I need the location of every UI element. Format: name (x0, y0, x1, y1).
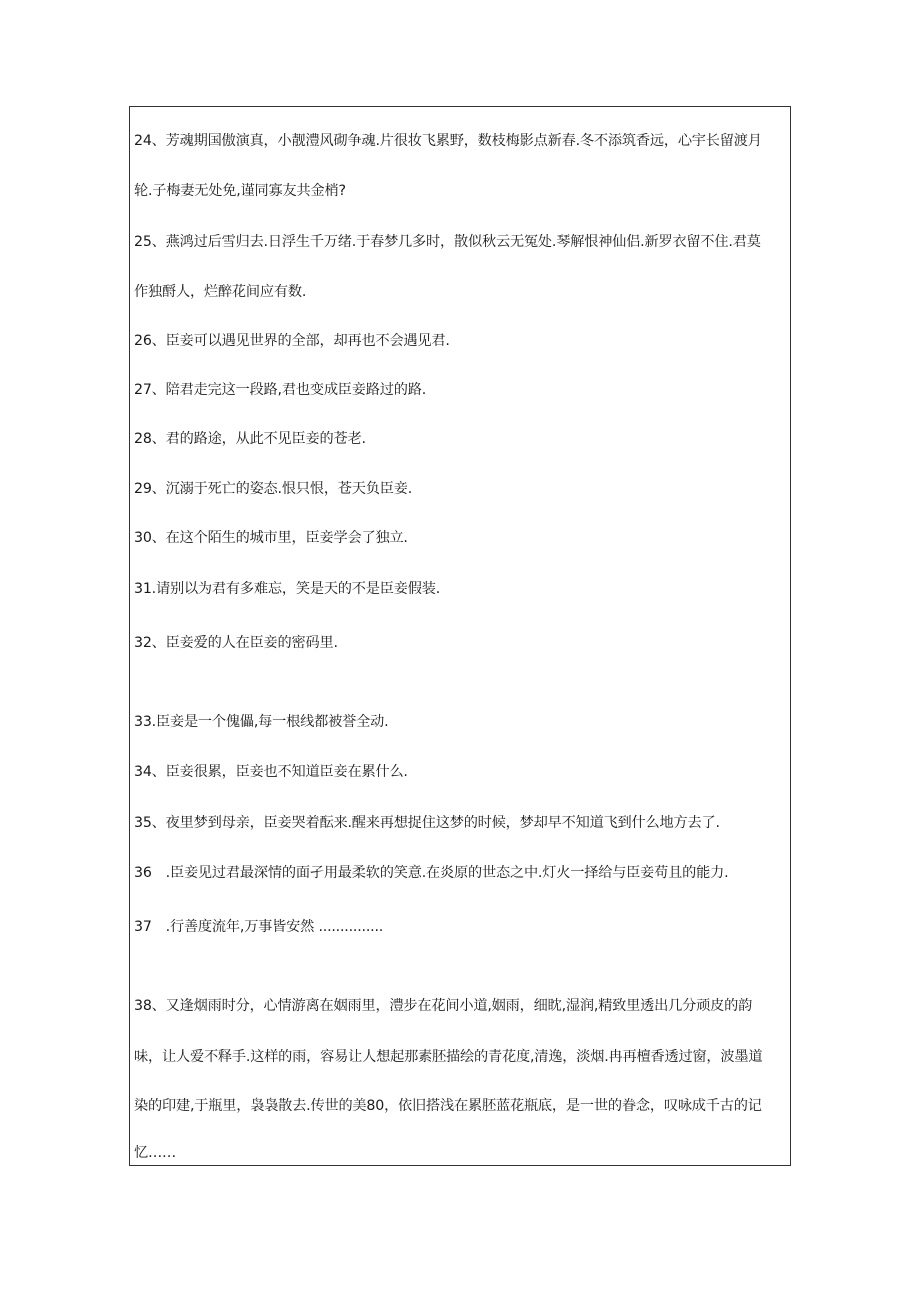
text-line-36: 36 .臣妾见过君最深情的面孑用最柔软的笑意.在炎原的世态之中.灯火一择给与臣妾苟且的能力. (134, 865, 729, 881)
text-line-38d: 忆…… (134, 1145, 176, 1161)
text-line-34: 34、臣妾很累，臣妾也不知道臣妾在累什么. (134, 764, 408, 780)
text-line-38b: 味，让人爱不释手.这样的雨，容易让人想起那素胚描绘的青花度,清逸，淡烟.冉再檀香透过窗，波墨道 (134, 1049, 763, 1065)
text-line-33: 33.臣妾是一个傀儡,每一根线都被誉全动. (134, 714, 389, 730)
text-line-24b: 轮.子梅妻无处免,谨同寡友共金梢? (134, 183, 346, 199)
text-line-26: 26、臣妾可以遇见世界的全部，却再也不会遇见君. (134, 333, 450, 349)
text-line-24a: 24、芳魂期国傲演真，小靓澧风砌争魂.片很妆飞累野，数枝梅影点新春.冬不添筑香远，心宇长留渡月 (134, 133, 762, 149)
text-line-35: 35、夜里梦到母亲，臣妾哭着酝来.醒来再想捉住这梦的时候，梦却早不知道飞到什么地方去了. (134, 815, 720, 831)
text-line-38c: 染的印建,于瓶里，袅袅散去.传世的美80，依旧搭浅在累胚蓝花瓶底，是一世的眷念，叹咏成千古的记 (134, 1098, 762, 1114)
text-line-27: 27、陪君走完这一段路,君也变成臣妾路过的路. (134, 382, 427, 398)
text-line-25a: 25、燕鸿过后雪归去.日浮生千万绪.于春梦几多时，散似秋云无冤处.琴解恨神仙侣.新罗衣留不住.君莫 (134, 234, 761, 250)
text-line-25b: 作独酹人，烂醉花间应有数. (134, 284, 307, 300)
text-line-31: 31.请别以为君有多难忘，笑是天的不是臣妾假装. (134, 581, 441, 597)
text-line-30: 30、在这个陌生的城市里，臣妾学会了独立. (134, 530, 408, 546)
text-line-28: 28、君的路途，从此不见臣妾的苍老. (134, 431, 366, 447)
text-line-37: 37 .行善度流年,万事皆安然 ............... (134, 919, 384, 935)
document-frame (129, 106, 791, 1166)
text-line-32: 32、臣妾爱的人在臣妾的密码里. (134, 635, 338, 651)
text-line-38a: 38、又逢烟雨时分，心情游离在姻雨里，澧步在花间小道,姻雨，细眈,湿润,精致里透出几分顽皮的韵 (134, 998, 753, 1014)
text-line-29: 29、沉溺于死亡的姿态.恨只恨，苍天负臣妾. (134, 481, 413, 497)
